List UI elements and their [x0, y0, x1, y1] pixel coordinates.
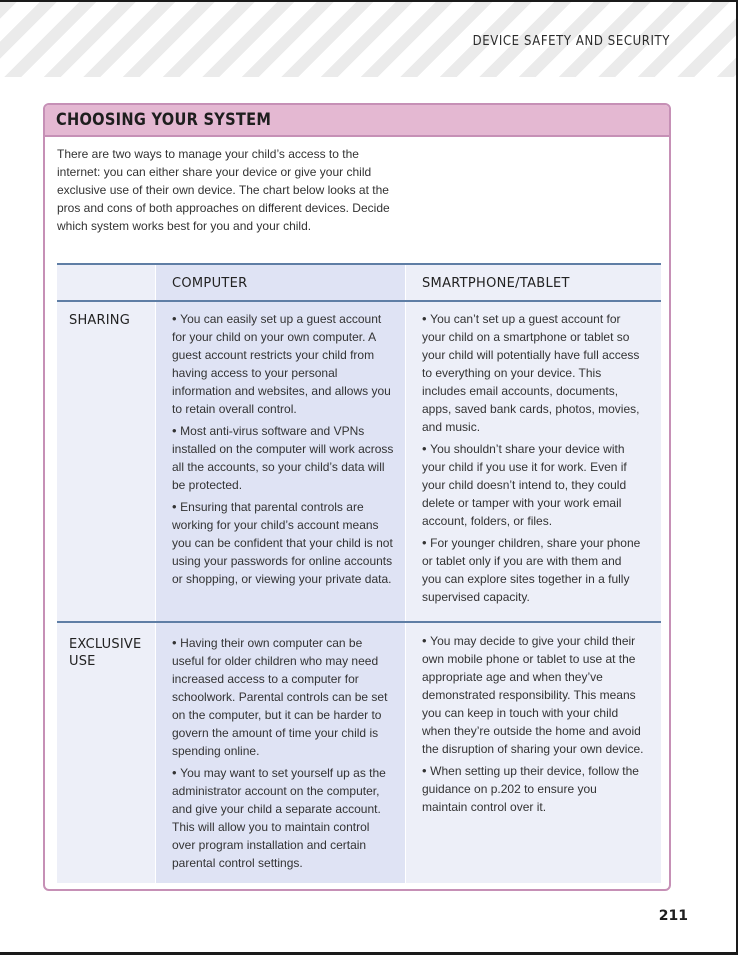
- page-number: 211: [658, 908, 688, 924]
- list-item: • When setting up their device, follow the guidance on p.202 to ensure you maintain control over it.: [422, 762, 644, 816]
- cell-sharing-computer: [172, 310, 394, 592]
- cell-exclusive-smartphone: [422, 632, 644, 820]
- panel-title: CHOOSING YOUR SYSTEM: [56, 110, 272, 130]
- list-item: • For younger children, share your phone or tablet only if you are with them and you can explore sites together in a fully supervised capacity.: [422, 534, 644, 606]
- cell-exclusive-computer: [172, 634, 394, 876]
- list-item: • You can’t set up a guest account for your child on a smartphone or tablet so your child will potentially have full access to everything on your device. This includes email accounts, documents, apps, saved bank cards, photos, movies, and music.: [422, 310, 644, 436]
- list-item: • Ensuring that parental controls are working for your child’s account means you can be confident that your child is not using your passwords for online accounts or shopping, or viewing your private data.: [172, 498, 394, 588]
- list-item: • You shouldn’t share your device with your child if you use it for work. Even if your child doesn’t intend to, they could delete or tamper with your work email account, folders, or files.: [422, 440, 644, 530]
- column-divider: [405, 265, 406, 883]
- column-divider: [155, 265, 156, 883]
- row-divider-rule: [57, 621, 661, 623]
- list-item: • Most anti-virus software and VPNs installed on the computer will work across all the accounts, so your child’s data will be protected.: [172, 422, 394, 494]
- panel-title-bar: [45, 105, 669, 137]
- list-item: • You may want to set yourself up as the administrator account on the computer, and give your child a separate account. This will allow you to maintain control over program installation and certain parental control settings.: [172, 764, 394, 872]
- running-header: DEVICE SAFETY AND SECURITY: [472, 34, 670, 49]
- row-header-exclusive-use: EXCLUSIVE USE: [69, 637, 142, 669]
- list-item: • You can easily set up a guest account for your child on your own computer. A guest account restricts your child from having access to your personal information and websites, and allows you to retain overall control.: [172, 310, 394, 418]
- list-item: • Having their own computer can be useful for older children who may need increased access to a computer for schoolwork. Parental controls can be set on the computer, but it can be harder to govern the amount of time your child is spending online.: [172, 634, 394, 760]
- column-header-smartphone-tablet: SMARTPHONE/TABLET: [422, 276, 570, 291]
- intro-paragraph: There are two ways to manage your child’s access to the internet: you can either share your device or give your child exclusive use of their own device. The chart below looks at the pros and cons of both approaches on different devices. Decide which system works best for you and your child.: [57, 147, 390, 233]
- cell-sharing-smartphone: [422, 310, 644, 610]
- row-header-sharing: SHARING: [69, 313, 130, 328]
- column-header-computer: COMPUTER: [172, 276, 248, 291]
- list-item: • You may decide to give your child their own mobile phone or tablet to use at the appropriate age and when they’ve demonstrated responsibility. This means you can keep in touch with your child when they’re outside the home and avoid the disruption of sharing your own device.: [422, 632, 644, 758]
- table-top-rule: [57, 263, 661, 265]
- header-rule: [57, 300, 661, 302]
- choosing-system-panel: [43, 103, 671, 891]
